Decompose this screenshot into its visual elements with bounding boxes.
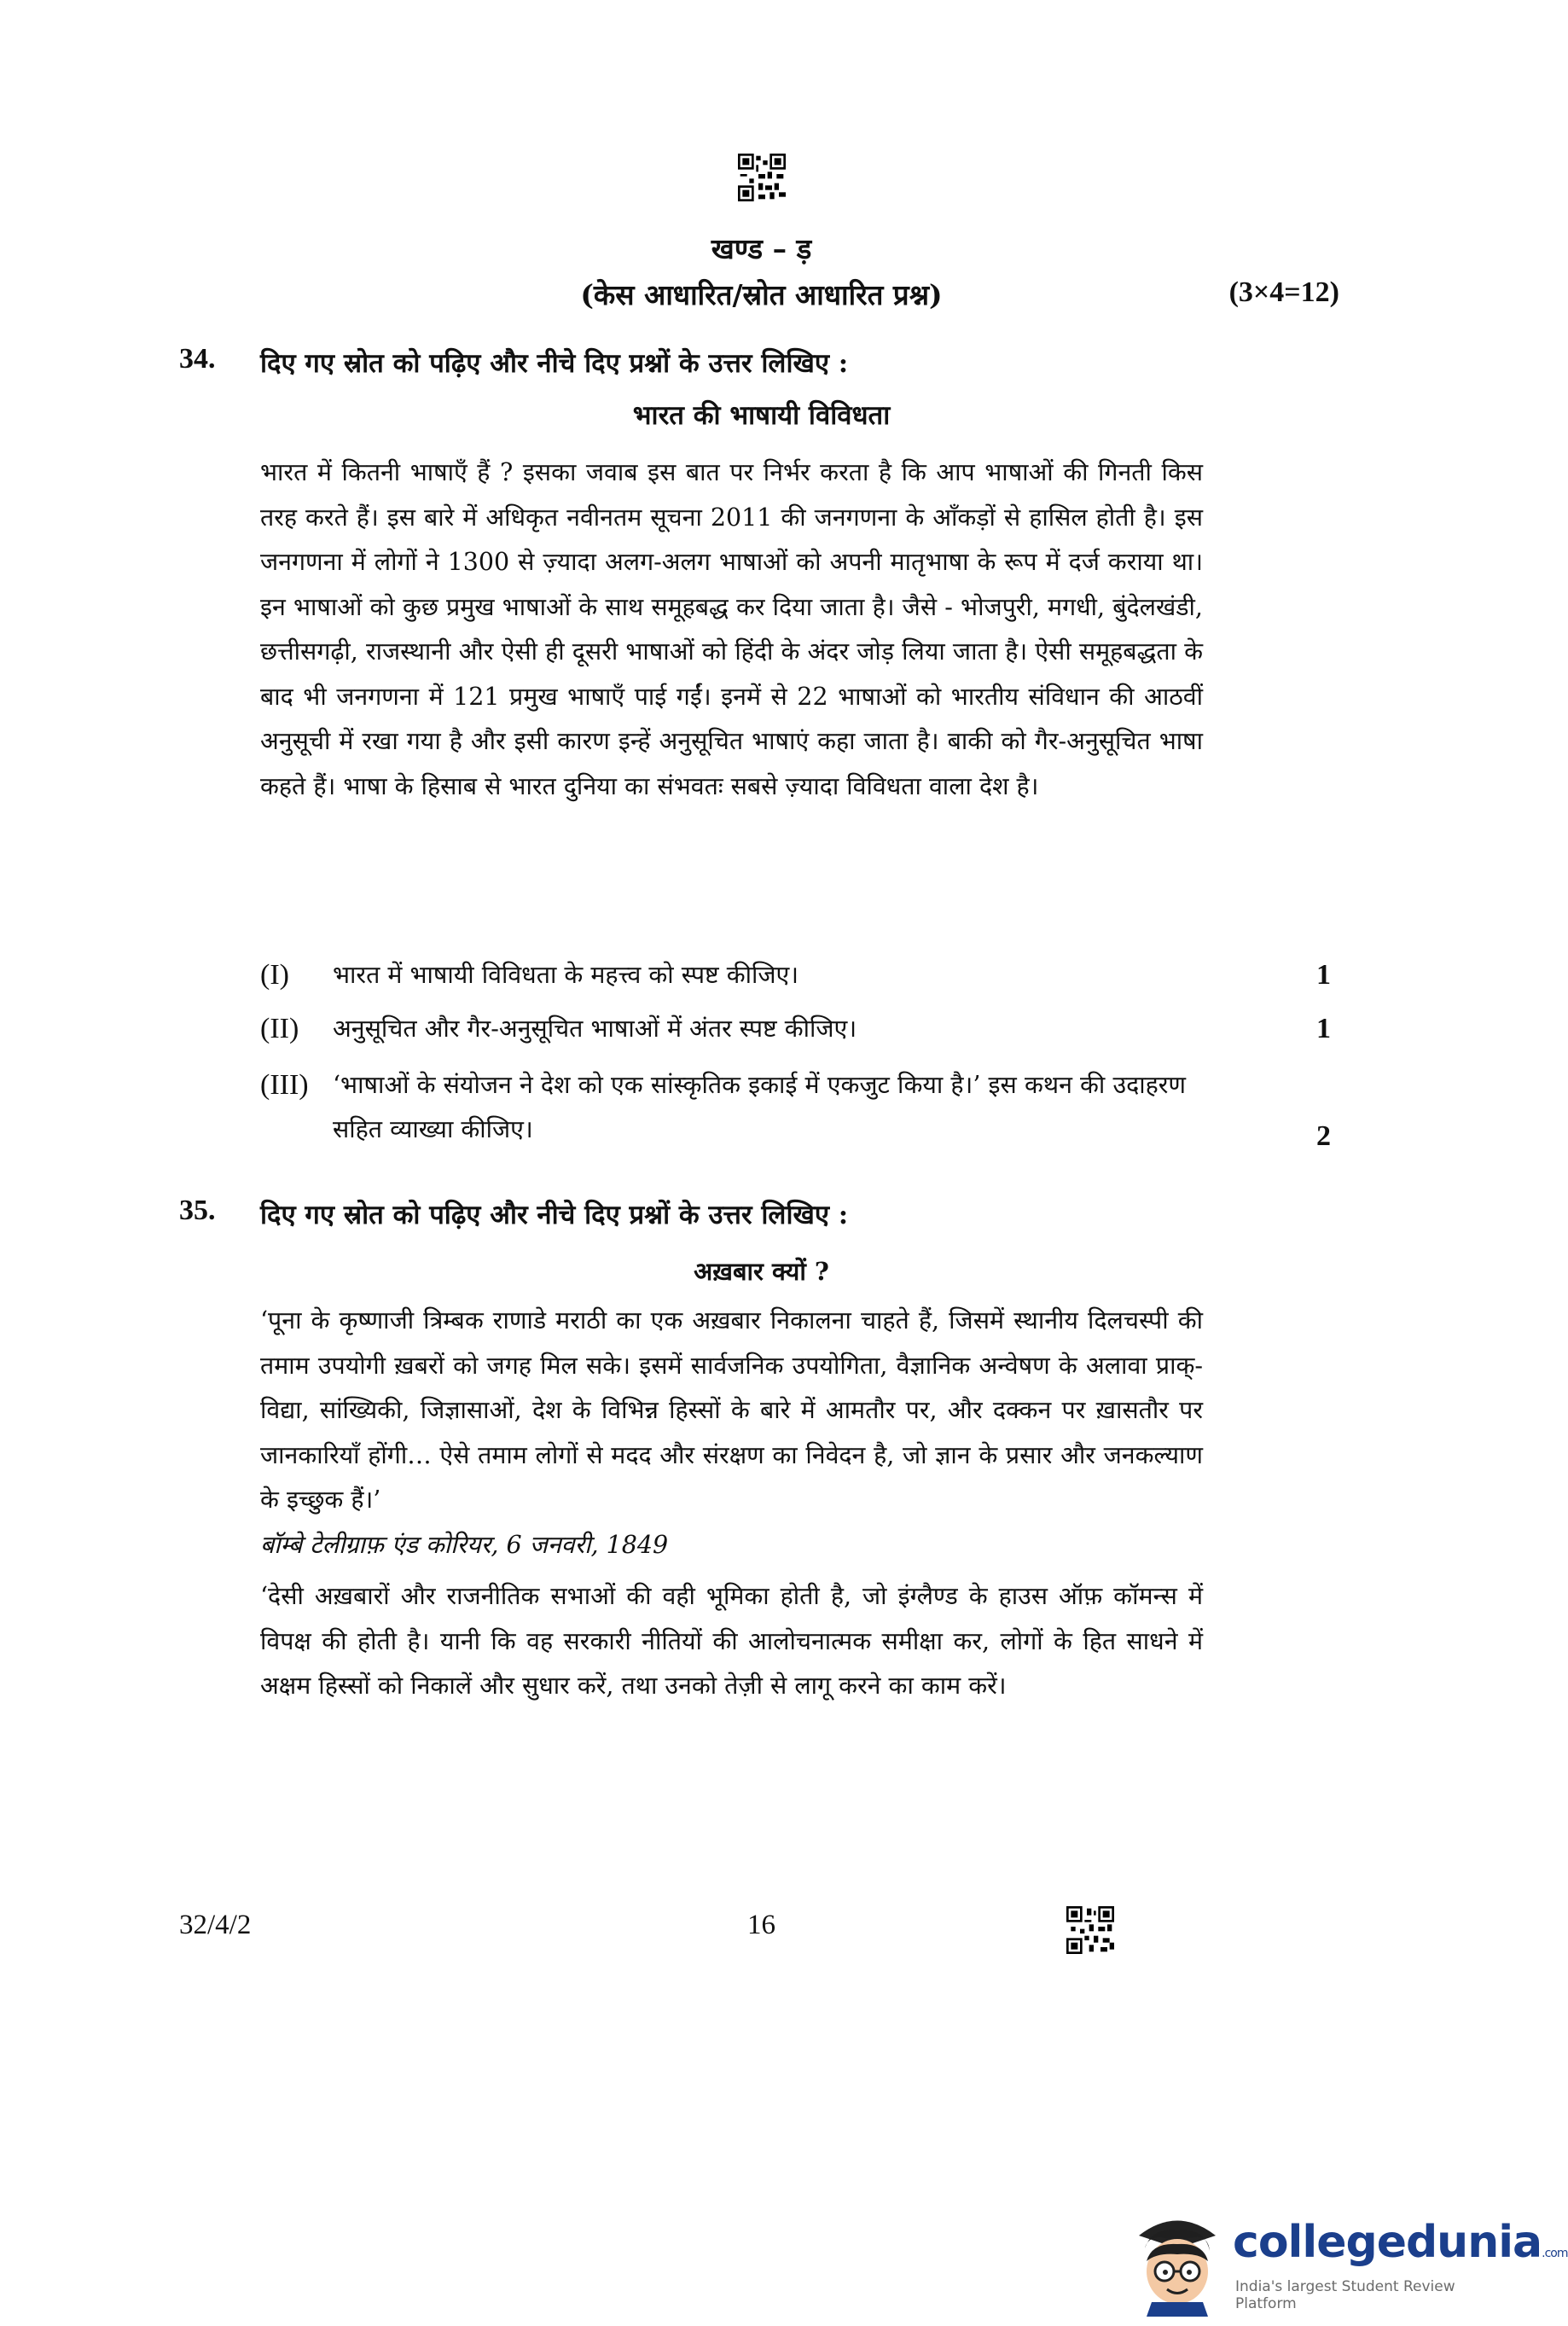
question-35-passage-text-1: ‘पूना के कृष्णाजी त्रिम्बक राणाडे मराठी का एक अख़बार निकालना चाहते हैं, जिसमें स्थानीय दिलचस्पी की तमाम उपयोगी ख़बरों को जगह मिल सके। इसमें सार्वजनिक उपयोगिता, वैज्ञानिक अन्वेषण के अलावा प्राक्-विद्या, सांख्यिकी, जिज्ञासाओं, देश के विभिन्न हिस्सों के बारे में आमतौर पर, और दक्कन पर ख़ासतौर पर जानकारियाँ होंगी… ऐसे तमाम लोगों से मदद और संरक्षण का निवेदन है, जो ज्ञान के प्रसार और जनकल्याण के इच्छुक हैं।’ bbox=[260, 1306, 1203, 1514]
subquestion-marks: 1 bbox=[1316, 1013, 1331, 1044]
brand-name bbox=[1233, 2217, 1568, 2268]
question-35-instruction: दिए गए स्रोत को पढ़िए और नीचे दिए प्रश्नों के उत्तर लिखिए : bbox=[260, 1200, 849, 1230]
question-34-subquestion-3 bbox=[260, 1063, 1331, 1157]
section-marks: (3×4=12) bbox=[1228, 276, 1339, 308]
paper-code: 32/4/2 bbox=[179, 1910, 252, 1940]
subquestion-marks: 2 bbox=[1316, 1120, 1331, 1152]
section-title: खण्ड – ड़ bbox=[711, 232, 812, 265]
question-35-citation: बॉम्बे टेलीग्राफ़ एंड कोरियर, 6 जनवरी, 1849 bbox=[260, 1530, 669, 1559]
question-35-passage-title: अख़बार क्यों ? bbox=[694, 1257, 829, 1286]
page-number: 16 bbox=[747, 1910, 775, 1940]
subquestion-marks: 1 bbox=[1316, 959, 1331, 991]
subquestion-numeral: (I) bbox=[260, 959, 289, 991]
question-34-passage-title: भारत की भाषायी विविधता bbox=[632, 400, 891, 431]
qr-code-bottom bbox=[1066, 1906, 1114, 1954]
question-35-number: 35. bbox=[179, 1195, 216, 1226]
subquestion-numeral: (III) bbox=[260, 1069, 309, 1101]
subquestion-text: भारत में भाषायी विविधता के महत्त्व को स्पष्ट कीजिए। bbox=[333, 961, 799, 989]
question-34-number: 34. bbox=[179, 343, 216, 375]
student-mascot-icon bbox=[1126, 2201, 1228, 2317]
subquestion-numeral: (II) bbox=[260, 1013, 299, 1044]
qr-code-top bbox=[738, 154, 786, 201]
brand-logo[interactable] bbox=[1126, 2193, 1568, 2321]
question-34-passage-text: भारत में कितनी भाषाएँ हैं ? इसका जवाब इस बात पर निर्भर करता है कि आप भाषाओं की गिनती किस तरह करते हैं। इस बारे में अधिकृत नवीनतम सूचना 2011 की जनगणना के आँकड़ों से हासिल होती है। इस जनगणना में लोगों ने 1300 से ज़्यादा अलग-अलग भाषाओं को अपनी मातृभाषा के रूप में दर्ज कराया था। इन भाषाओं को कुछ प्रमुख भाषाओं के साथ समूहबद्ध कर दिया जाता है। जैसे - भोजपुरी, मगधी, बुंदेलखंडी, छत्तीसगढ़ी, राजस्थानी और ऐसी ही दूसरी भाषाओं को हिंदी के अंदर जोड़ लिया जाता है। ऐसी समूहबद्धता के बाद भी जनगणना में 121 प्रमुख भाषाएँ पाई गईं। इनमें से 22 भाषाओं को भारतीय संविधान की आठवीं अनुसूची में रखा गया है और इसी कारण इन्हें अनुसूचित भाषाएं कहा जाता है। बाकी को गैर-अनुसूचित भाषा कहते हैं। भाषा के हिसाब से भारत दुनिया का संभवतः सबसे ज़्यादा विविधता वाला देश है। bbox=[260, 458, 1203, 800]
brand-name-text: collegedunia bbox=[1233, 2217, 1542, 2268]
brand-tld: .com bbox=[1542, 2247, 1568, 2260]
subquestion-text: ‘भाषाओं के संयोजन ने देश को एक सांस्कृतिक इकाई में एकजुट किया है।’ इस कथन की उदाहरण सहित व्याख्या कीजिए। bbox=[333, 1071, 1186, 1143]
brand-tagline: India's largest Student Review Platform bbox=[1235, 2278, 1455, 2312]
subquestion-text: अनुसूचित और गैर-अनुसूचित भाषाओं में अंतर स्पष्ट कीजिए। bbox=[333, 1015, 857, 1043]
question-34-passage bbox=[260, 451, 1203, 809]
qr-code-icon bbox=[1066, 1906, 1114, 1954]
question-34-instruction: दिए गए स्रोत को पढ़िए और नीचे दिए प्रश्नों के उत्तर लिखिए : bbox=[260, 348, 849, 379]
section-subtitle: (केस आधारित/स्रोत आधारित प्रश्न) bbox=[580, 278, 943, 311]
question-35-passage bbox=[260, 1299, 1203, 1709]
qr-code-icon bbox=[738, 154, 786, 201]
question-35-passage-text-2: ‘देसी अख़बारों और राजनीतिक सभाओं की वही भूमिका होती है, जो इंग्लैण्ड के हाउस ऑफ़ कॉमन्स में विपक्ष की होती है। यानी कि वह सरकारी नीतियों की आलोचनात्मक समीक्षा कर, लोगों के हित साधने में अक्षम हिस्सों को निकालें और सुधार करें, तथा उनको तेज़ी से लागू करने का काम करें। bbox=[260, 1582, 1203, 1700]
